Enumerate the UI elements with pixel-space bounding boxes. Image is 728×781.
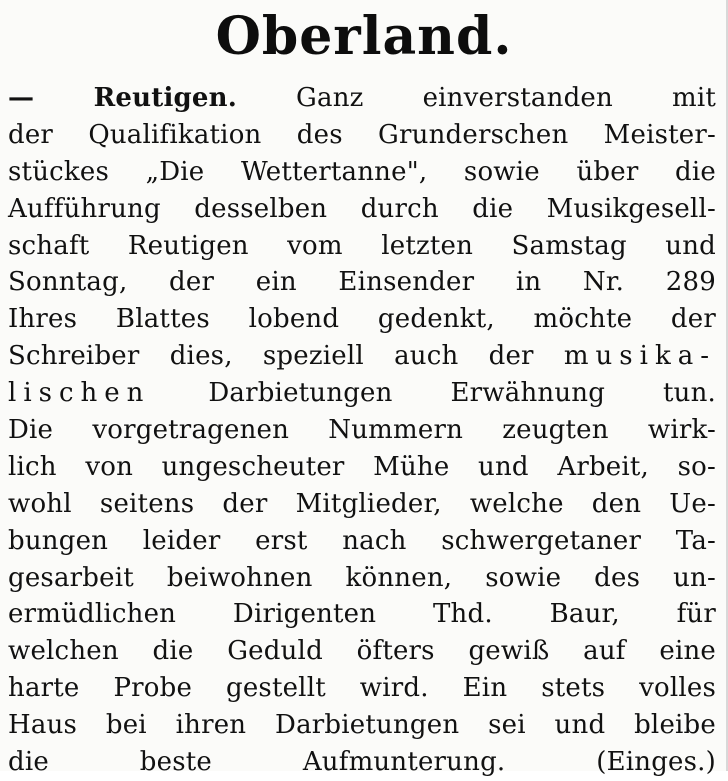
article-line xyxy=(8,486,716,523)
line-text: schaft Reutigen vom letzten Samstag und xyxy=(8,230,716,261)
article-line xyxy=(8,228,716,265)
article-line xyxy=(8,338,716,375)
article-line xyxy=(8,154,716,191)
article-line xyxy=(8,412,716,449)
line-text: Aufführung desselben durch die Musikgesell- xyxy=(8,193,716,224)
article-line xyxy=(8,191,716,228)
article-line xyxy=(8,560,716,597)
line-text: Ganz einverstanden mit xyxy=(237,83,716,113)
line-text: lischen xyxy=(8,378,151,409)
line-text: bungen leider erst nach schwergetaner Ta- xyxy=(8,525,716,556)
article-line xyxy=(8,633,716,670)
line-text: harte Probe gestellt wird. Ein stets volles xyxy=(8,673,716,704)
article-line xyxy=(8,375,716,412)
line-text: Sonntag, der ein Einsender in Nr. 289 xyxy=(8,267,716,298)
line-text: Darbietungen Erwähnung tun. xyxy=(150,378,716,409)
article-line xyxy=(8,117,716,154)
section-headline: Oberland. xyxy=(215,6,513,67)
article-line xyxy=(8,744,716,781)
line-text: Ihres Blattes lobend gedenkt, möchte der xyxy=(8,304,716,335)
article-line xyxy=(8,449,716,486)
line-text: der Qualifikation des Grunderschen Meister- xyxy=(8,119,716,150)
line-text: musika- xyxy=(563,341,716,372)
article-line xyxy=(8,596,716,633)
line-text: die beste Aufmunterung. (Einges.) xyxy=(8,747,716,778)
article-line xyxy=(8,80,716,117)
line-text: wohl seitens der Mitglieder, welche den Ue- xyxy=(8,488,716,519)
article-line xyxy=(8,670,716,707)
line-text: ermüdlichen Dirigenten Thd. Baur, für xyxy=(8,599,716,630)
article-line xyxy=(8,301,716,338)
line-text: — xyxy=(8,83,94,113)
line-text: stückes „Die Wettertanne", sowie über die xyxy=(8,156,716,187)
line-text: gesarbeit beiwohnen können, sowie des un- xyxy=(8,562,716,593)
article-line xyxy=(8,523,716,560)
line-text: lich von ungescheuter Mühe und Arbeit, so- xyxy=(8,451,716,482)
line-text: Schreiber dies, speziell auch der xyxy=(8,341,564,372)
article-line xyxy=(8,707,716,744)
line-text: Haus bei ihren Darbietungen sei und bleibe xyxy=(8,710,716,741)
article-body xyxy=(8,80,716,781)
line-text: Die vorgetragenen Nummern zeugten wirk- xyxy=(8,415,716,446)
line-text: welchen die Geduld öfters gewiß auf eine xyxy=(8,636,716,667)
place-name: Reutigen. xyxy=(93,83,238,113)
article-line xyxy=(8,264,716,301)
